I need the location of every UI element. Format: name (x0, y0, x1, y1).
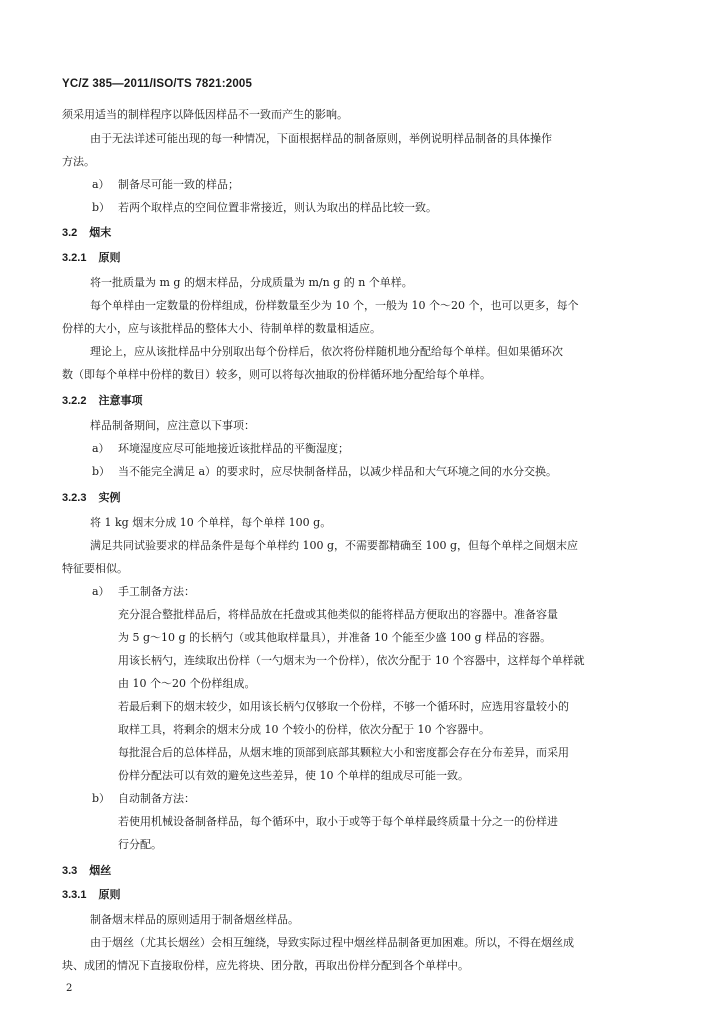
intro-paragraph-2-line-2: 方法。 (62, 155, 95, 168)
section-heading-3-3-1 (62, 888, 120, 902)
s323-a-line-1: 充分混合整批样品后，将样品放在托盘或其他类似的能将样品方便取出的容器中。准备容量 (118, 608, 558, 621)
s323-line-1: 将 1 kg 烟末分成 10 个单样，每个单样 100 g。 (90, 516, 332, 529)
list-marker: b） (92, 465, 111, 478)
page-number: 2 (66, 983, 73, 994)
section-title: 烟丝 (89, 864, 112, 877)
section-number: 3.2.1 (62, 252, 87, 264)
intro-paragraph-2-line-1: 由于无法详述可能出现的每一种情况，下面根据样品的制备原则，举例说明样品制备的具体操作 (90, 132, 552, 145)
list-item-text: 环境湿度应尽可能地接近该批样品的平衡湿度； (118, 442, 349, 455)
s321-line-1: 将一批质量为 m g 的烟末样品，分成质量为 m/n g 的 n 个单样。 (90, 276, 413, 289)
section-title: 原则 (98, 251, 121, 264)
section-heading-3-2-2 (62, 394, 142, 408)
list-marker: b） (92, 201, 111, 214)
s321-line-2: 每个单样由一定数量的份样组成，份样数量至少为 10 个，一般为 10 个～20 个，也可以更多，每个 (90, 299, 579, 312)
section-title: 实例 (98, 491, 121, 504)
s322-list-item-b (92, 465, 557, 479)
s322-list-item-a (92, 442, 349, 456)
s321-line-4: 理论上，应从该批样品中分别取出每个份样后，依次将份样随机地分配给每个单样。但如果循环次 (90, 345, 563, 358)
s331-line-1: 制备烟末样品的原则适用于制备烟丝样品。 (90, 913, 299, 926)
s323-a-line-7: 每批混合后的总体样品，从烟末堆的顶部到底部其颗粒大小和密度都会存在分布差异，而采用 (118, 746, 569, 759)
section-number: 3.3.1 (62, 889, 87, 901)
section-heading-3-2 (62, 226, 111, 240)
s321-line-3: 份样的大小，应与该批样品的整体大小、待制单样的数量相适应。 (62, 322, 381, 335)
s331-line-2: 由于烟丝（尤其长烟丝）会相互缠绕，导致实际过程中烟丝样品制备更加困难。所以，不得在烟丝成 (90, 936, 574, 949)
s323-a-line-4: 由 10 个～20 个份样组成。 (118, 677, 256, 690)
section-heading-3-3 (62, 864, 111, 878)
list-item-text: 若两个取样点的空间位置非常接近，则认为取出的样品比较一致。 (118, 201, 437, 214)
list-marker: a） (92, 585, 110, 598)
s323-line-2: 满足共同试验要求的样品条件是每个单样约 100 g，不需要都精确至 100 g，但每个单样之间烟末应 (90, 539, 579, 552)
list-item-text: 制备尽可能一致的样品； (118, 178, 239, 191)
list-item-title: 手工制备方法： (118, 585, 195, 598)
s323-a-line-3: 用该长柄勺，连续取出份样（一勺烟末为一个份样），依次分配于 10 个容器中，这样每个单样就 (118, 654, 585, 667)
list-marker: a） (92, 442, 110, 455)
section-number: 3.3 (62, 865, 78, 877)
intro-list-item-a (92, 178, 239, 192)
s323-a-line-2: 为 5 g～10 g 的长柄勺（或其他取样量具），并准备 10 个能至少盛 100 g 样品的容器。 (118, 631, 552, 644)
s323-line-3: 特征要相似。 (62, 562, 128, 575)
s321-line-5: 数（即每个单样中份样的数目）较多，则可以将每次抽取的份样循环地分配给每个单样。 (62, 368, 491, 381)
intro-paragraph-1: 须采用适当的制样程序以降低因样品不一致而产生的影响。 (62, 108, 348, 121)
s323-a-line-6: 取样工具，将剩余的烟末分成 10 个较小的份样，依次分配于 10 个容器中。 (118, 723, 490, 736)
section-heading-3-2-1 (62, 251, 120, 265)
s323-a-line-8: 份样分配法可以有效的避免这些差异，使 10 个单样的组成尽可能一致。 (118, 769, 469, 782)
section-number: 3.2.3 (62, 492, 87, 504)
standard-header: YC/Z 385—2011/ISO/TS 7821:2005 (62, 78, 253, 90)
list-marker: a） (92, 178, 110, 191)
list-marker: b） (92, 792, 111, 805)
s322-line-1: 样品制备期间，应注意以下事项： (90, 419, 255, 432)
section-title: 烟末 (89, 226, 112, 239)
section-number: 3.2 (62, 227, 78, 239)
section-heading-3-2-3 (62, 491, 120, 505)
s323-list-item-a (92, 585, 195, 599)
s331-line-3: 块、成团的情况下直接取份样，应先将块、团分散，再取出份样分配到各个单样中。 (62, 959, 469, 972)
section-title: 注意事项 (98, 394, 143, 407)
section-title: 原则 (98, 888, 121, 901)
s323-b-line-1: 若使用机械设备制备样品，每个循环中，取小于或等于每个单样最终质量十分之一的份样进 (118, 815, 558, 828)
s323-a-line-5: 若最后剩下的烟末较少，如用该长柄勺仅够取一个份样，不够一个循环时，应选用容量较小的 (118, 700, 569, 713)
intro-list-item-b (92, 201, 437, 215)
section-number: 3.2.2 (62, 395, 87, 407)
list-item-title: 自动制备方法： (118, 792, 195, 805)
list-item-text: 当不能完全满足 a）的要求时，应尽快制备样品，以减少样品和大气环境之间的水分交换。 (118, 465, 558, 478)
s323-list-item-b (92, 792, 195, 806)
s323-b-line-2: 行分配。 (118, 838, 162, 851)
